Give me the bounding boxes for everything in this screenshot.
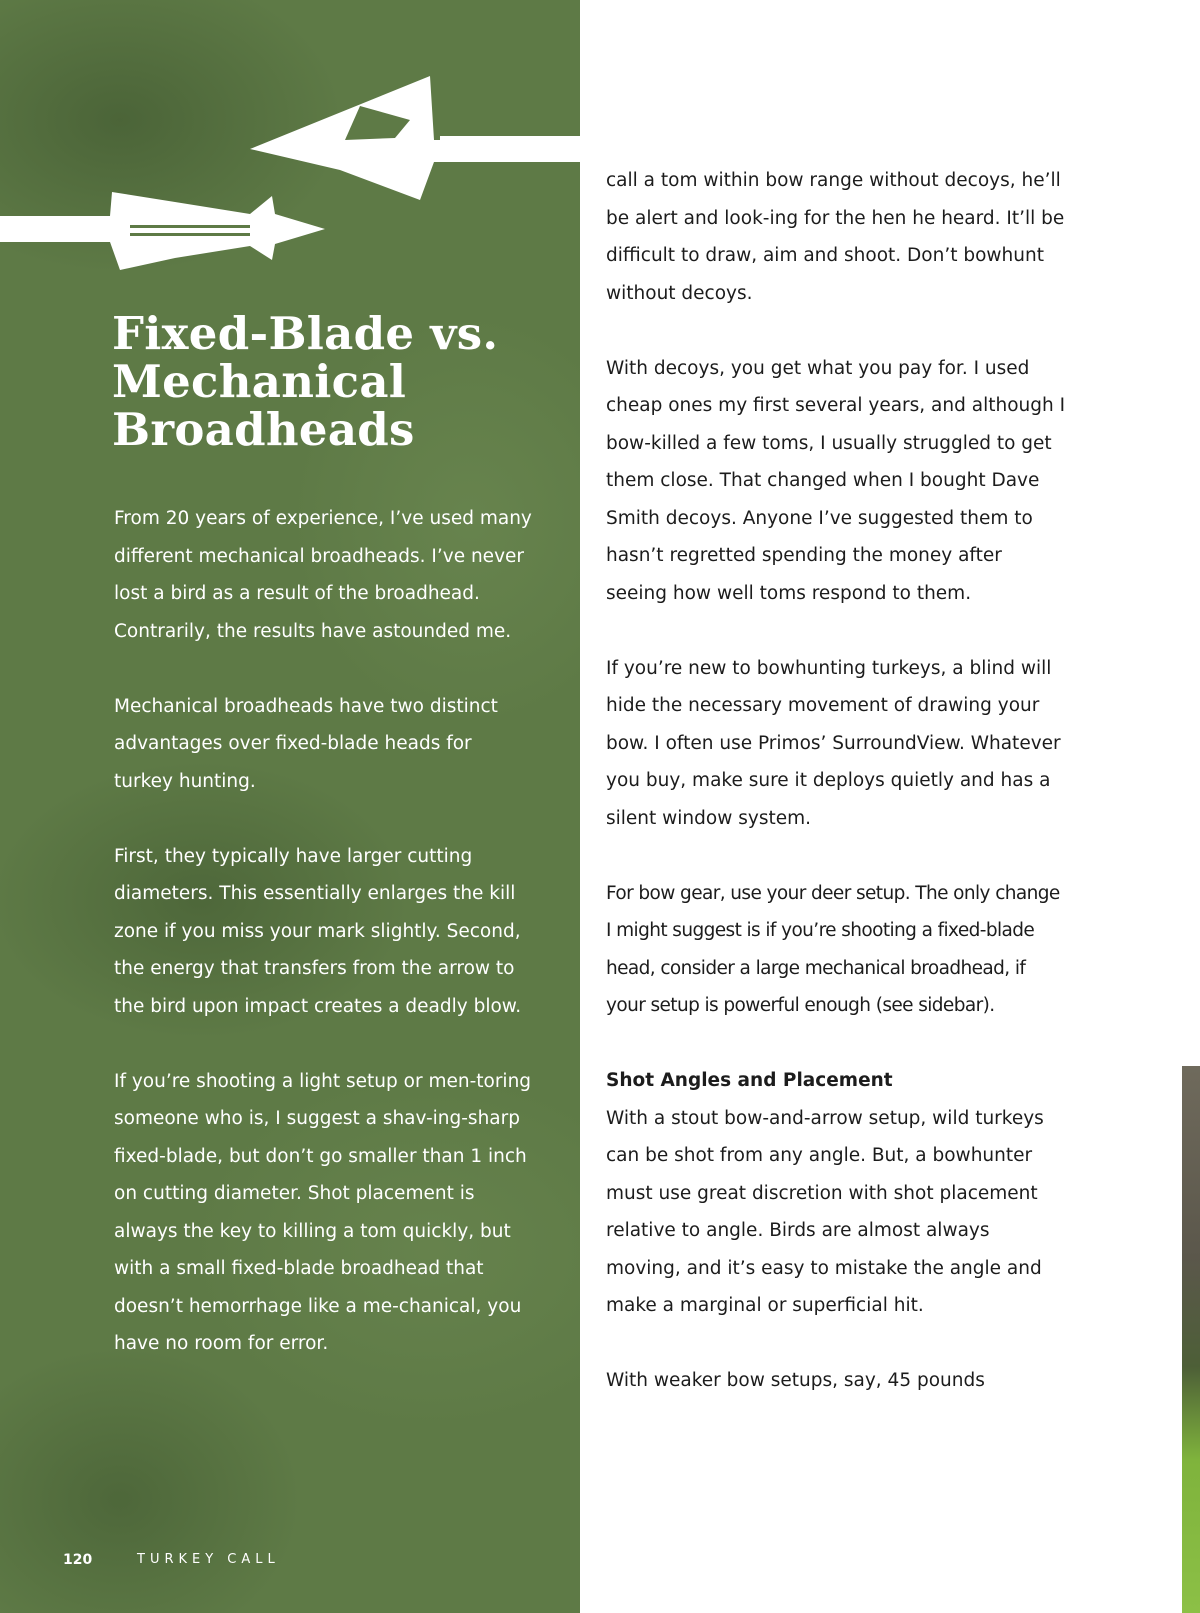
sidebar-title: Fixed-Blade vs. Mechanical Broadheads <box>112 307 499 456</box>
main-column <box>606 162 1066 1437</box>
broadheads-illustration <box>0 70 580 290</box>
body-paragraph: If you’re new to bowhunting turkeys, a blind will hide the necessary movement of drawing your bow. I often use Primos’ SurroundView. Whatever you buy, make sure it deploys quietly and has a silent window system. <box>606 657 1061 829</box>
photo-edge <box>1182 1066 1200 1613</box>
section-heading: Shot Angles and Placement <box>606 1070 893 1091</box>
sidebar-paragraph: If you’re shooting a light setup or men-toring someone who is, I suggest a shav-ing-sharp fixed-blade, but don’t go smaller than 1 inch on cutting diameter. Shot placement is always the key to killing a tom quickly, but with a small fixed-blade broadhead that doesn’t hemorrhage like a me-chanical, you have no room for error. <box>114 1070 532 1354</box>
sidebar-panel <box>0 0 580 1613</box>
mechanical-broadhead-icon <box>0 192 325 270</box>
body-paragraph: With decoys, you get what you pay for. I used cheap ones my first several years, and although I bow-killed a few toms, I usually struggled to get them close. That changed when I bought Dave Smith decoys. Anyone I’ve suggested them to hasn’t regretted spending the money after seeing how well toms respond to them. <box>606 357 1066 604</box>
sidebar-paragraph: First, they typically have larger cutting diameters. This essentially enlarges the kill zone if you miss your mark slightly. Second, the energy that transfers from the arrow to the bird upon impact creates a deadly blow. <box>114 845 522 1017</box>
sidebar-paragraph: Mechanical broadheads have two distinct advantages over fixed-blade heads for turkey hunting. <box>114 695 498 792</box>
page-number: 120 <box>63 1552 93 1568</box>
body-paragraph: With weaker bow setups, say, 45 pounds <box>606 1370 985 1391</box>
sidebar-paragraph: From 20 years of experience, I’ve used many different mechanical broadheads. I’ve never lost a bird as a result of the broadhead. Contrarily, the results have astounded me. <box>114 508 532 642</box>
magazine-name: TURKEY CALL <box>137 1552 280 1567</box>
body-paragraph: With a stout bow-and-arrow setup, wild turkeys can be shot from any angle. But, a bowhunter must use great discretion with shot placement relative to angle. Birds are almost always moving, and it’s easy to mistake the angle and make a marginal or superficial hit. <box>606 1107 1044 1316</box>
fixed-blade-broadhead-icon <box>250 76 580 200</box>
body-paragraph: For bow gear, use your deer setup. The only change I might suggest is if you’re shooting a fixed-blade head, consider a large mechanical broadhead, if your setup is powerful enough (see sidebar). <box>606 882 1060 1016</box>
sidebar-body <box>114 500 534 1400</box>
body-paragraph: call a tom within bow range without decoys, he’ll be alert and look-ing for the hen he heard. It’ll be difficult to draw, aim and shoot. Don’t bowhunt without decoys. <box>606 170 1065 304</box>
